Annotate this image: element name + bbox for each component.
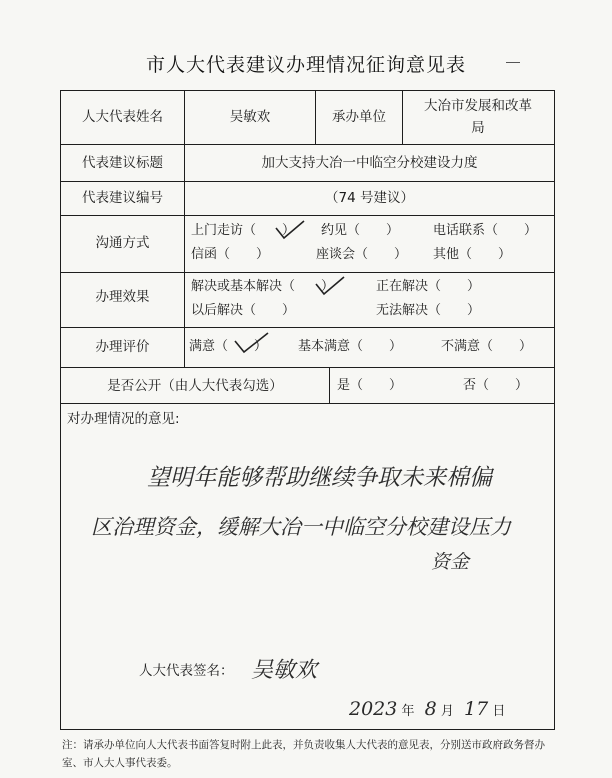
- comm-visit-label: 上门走访（: [191, 223, 257, 238]
- row-divider: [61, 215, 554, 216]
- effect-solved-label: 解决或基本解决（: [191, 279, 296, 294]
- checkmark-icon: [313, 275, 347, 297]
- col-divider: [184, 91, 185, 367]
- col-divider: [329, 367, 330, 403]
- rep-name-value: 吴敏欢: [229, 109, 271, 125]
- subject-label: 代表建议标题: [82, 155, 163, 171]
- public-no: 否（ ）: [463, 378, 529, 393]
- row-divider: [61, 144, 554, 145]
- date-day: 17: [464, 698, 489, 720]
- row-divider: [61, 403, 554, 404]
- public-yes: 是（ ）: [337, 378, 403, 393]
- eval-unsatisfied: 不满意（ ）: [441, 339, 533, 354]
- effect-label: 办理效果: [95, 289, 150, 305]
- date-month: 8: [424, 698, 437, 720]
- rep-name-label: 人大代表姓名: [82, 109, 163, 125]
- subject-value: 加大支持大冶一中临空分校建设力度: [261, 155, 478, 171]
- comm-phone: 电话联系（ ）: [433, 223, 538, 238]
- checkmark-icon: [273, 219, 307, 241]
- footer-note: 注：请承办单位向人大代表书面答复时附上此表，并负责收集人大代表的意见表，分别送市政府政务督办室、市人大人事代表委。: [62, 739, 545, 770]
- eval-satisfied-close: ）: [254, 339, 268, 354]
- date-year-unit: 年: [401, 704, 415, 719]
- row-divider: [61, 272, 554, 273]
- eval-satisfied-label: 满意（: [189, 339, 229, 354]
- org-label: 承办单位: [332, 109, 386, 125]
- comm-other: 其他（ ）: [433, 247, 512, 262]
- number-value: （74 号建议）: [325, 190, 414, 206]
- opinion-handwriting-line1: 望明年能够帮助继续争取未来棉偏: [147, 465, 492, 491]
- date-month-unit: 月: [440, 704, 454, 719]
- effect-in-progress: 正在解决（ ）: [376, 279, 481, 294]
- opinion-label: 对办理情况的意见:: [67, 411, 180, 427]
- signature-label: 人大代表签名：: [139, 663, 234, 679]
- row-divider: [61, 367, 554, 368]
- comm-letter: 信函（ ）: [191, 247, 270, 262]
- row-divider: [61, 327, 554, 328]
- date-year: 2023: [349, 698, 398, 720]
- opinion-handwriting-line2: 区治理资金，缓解大冶一中临空分校建设压力: [91, 515, 511, 539]
- opinion-handwriting-line3: 资金: [431, 551, 470, 573]
- org-value-line2: 局: [471, 120, 485, 136]
- effect-solved-close: ）: [321, 279, 335, 294]
- comm-forum: 座谈会（ ）: [316, 247, 408, 262]
- comm-meeting: 约见（ ）: [321, 223, 400, 238]
- number-label: 代表建议编号: [82, 190, 163, 206]
- eval-basic: 基本满意（ ）: [298, 339, 403, 354]
- consultation-form: [60, 90, 555, 730]
- effect-unsolvable: 无法解决（ ）: [376, 303, 481, 318]
- form-title: 市人大代表建议办理情况征询意见表: [145, 54, 466, 76]
- effect-later: 以后解决（ ）: [191, 303, 296, 318]
- title-dash: [506, 62, 520, 63]
- row-divider: [61, 181, 554, 182]
- comm-label: 沟通方式: [95, 235, 150, 251]
- checkmark-icon: [231, 331, 271, 355]
- comm-visit-close: ）: [282, 223, 296, 238]
- eval-label: 办理评价: [95, 339, 150, 355]
- org-value-line1: 大冶市发展和改革: [424, 98, 532, 114]
- sign-date: [349, 695, 505, 724]
- signature-name: 吴敏欢: [251, 658, 318, 683]
- public-label: 是否公开（由人大代表勾选）: [107, 378, 283, 394]
- date-day-unit: 日: [492, 704, 506, 719]
